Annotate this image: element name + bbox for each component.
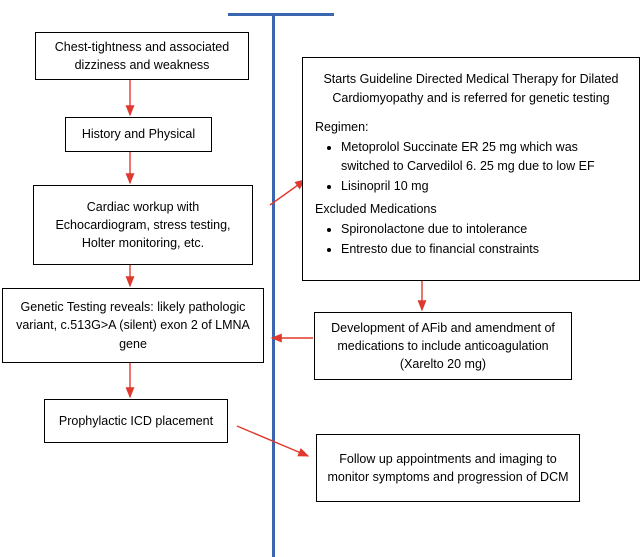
node-afib-development: [314, 312, 572, 380]
node-cardiac-workup-label: Cardiac workup with Echocardiogram, stress testing, Holter monitoring, etc.: [55, 199, 231, 251]
node-follow-up-label: Follow up appointments and imaging to monitor symptoms and progression of DCM: [327, 451, 569, 484]
list-item: • Spironolactone due to intolerance: [341, 220, 627, 239]
node-chest-tightness: [35, 32, 249, 80]
panel-title: Starts Guideline Directed Medical Therapy for Dilated Cardiomyopathy and is referred for genetic testing: [323, 72, 619, 105]
excluded-list: [315, 220, 627, 259]
excluded-label: Excluded Medications: [315, 201, 437, 216]
panel-medical-therapy: [302, 57, 640, 281]
node-prophylactic-icd-label: Prophylactic ICD placement: [58, 413, 214, 428]
node-follow-up: [316, 434, 580, 502]
list-item: • Lisinopril 10 mg: [341, 177, 627, 196]
regimen-label: Regimen:: [315, 119, 369, 134]
list-item: • Metoprolol Succinate ER 25 mg which was switched to Carvedilol 6. 25 mg due to low EF: [341, 138, 627, 176]
list-item: • Entresto due to financial constraints: [341, 240, 627, 259]
node-cardiac-workup: [33, 185, 253, 265]
node-afib-development-label: Development of AFib and amendment of medications to include anticoagulation (Xarelto 20 mg): [331, 320, 555, 372]
node-prophylactic-icd: [44, 399, 228, 443]
arrow-workup-to-therapy: [270, 180, 305, 205]
node-genetic-testing: [2, 288, 264, 363]
regimen-list: [315, 138, 627, 195]
node-chest-tightness-label: Chest-tightness and associated dizziness and weakness: [54, 39, 230, 72]
node-history-physical-label: History and Physical: [81, 127, 196, 142]
node-genetic-testing-label: Genetic Testing reveals: likely pathologic variant, c.513G>A (silent) exon 2 of LMNA gene: [16, 300, 250, 351]
arrow-icd-to-followup: [237, 426, 308, 456]
node-history-physical: [65, 117, 212, 152]
